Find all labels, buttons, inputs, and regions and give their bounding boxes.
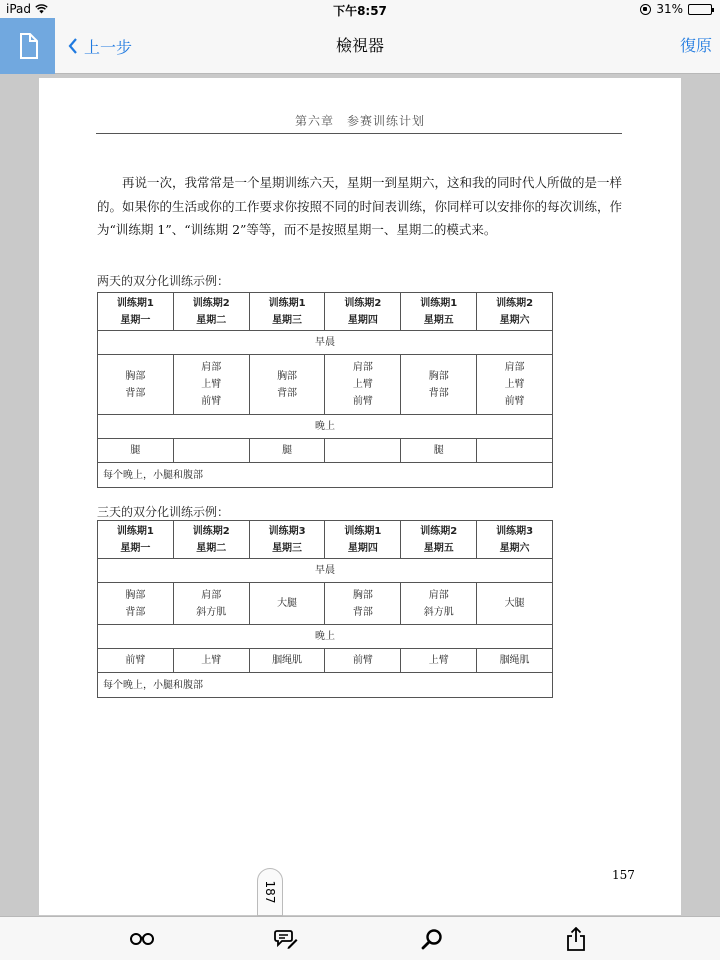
book-page [39, 78, 681, 915]
header-day: 星期五 [423, 314, 454, 326]
evening-cell: 上臂 [173, 649, 249, 673]
morning-cell-line: 前臂 [352, 396, 373, 407]
status-bar [0, 0, 720, 18]
chevron-left-icon [68, 38, 78, 54]
header-day: 星期四 [347, 314, 378, 326]
morning-cell-line: 斜方肌 [196, 606, 227, 618]
table-header-row [98, 521, 553, 559]
header-cell [325, 293, 401, 331]
morning-cell-line: 上臂 [504, 379, 525, 390]
evening-cell: 腘绳肌 [477, 649, 553, 673]
header-cell [325, 521, 401, 559]
morning-cell-line: 斜方肌 [423, 606, 454, 618]
morning-cell-line: 前臂 [504, 396, 525, 407]
table-row [98, 355, 553, 415]
header-cell [98, 293, 174, 331]
table1-caption: 两天的双分化训练示例： [97, 274, 230, 288]
header-period: 训练期1 [344, 525, 382, 537]
morning-cell-line: 背部 [277, 387, 298, 399]
page-number: 157 [612, 868, 635, 882]
morning-cell [325, 583, 401, 625]
morning-cell-line: 大腿 [277, 598, 298, 609]
morning-cell-line: 上臂 [352, 379, 373, 390]
morning-cell [173, 583, 249, 625]
morning-cell [401, 583, 477, 625]
morning-cell-line: 肩部 [352, 362, 373, 373]
header-day: 星期二 [196, 542, 227, 554]
reading-mode-button[interactable] [128, 925, 156, 953]
table-row [98, 439, 553, 463]
share-icon [566, 927, 586, 951]
morning-label: 早晨 [98, 331, 553, 355]
page-indicator-tab[interactable] [257, 868, 283, 916]
morning-cell-line: 胸部 [428, 370, 449, 382]
header-cell [249, 521, 325, 559]
morning-cell-line: 背部 [125, 387, 146, 399]
morning-cell-line: 肩部 [504, 362, 525, 373]
back-button[interactable] [68, 18, 132, 74]
document-button[interactable] [0, 18, 55, 74]
evening-cell: 腘绳肌 [249, 649, 325, 673]
battery-icon [688, 4, 712, 15]
table-note: 每个晚上，小腿和腹部 [98, 673, 553, 698]
header-rule [96, 133, 622, 134]
morning-cell-line: 上臂 [201, 379, 222, 390]
table-row [98, 649, 553, 673]
search-icon [421, 928, 443, 950]
status-right [640, 2, 712, 16]
header-period: 训练期2 [192, 525, 230, 537]
running-head: 第六章 参赛训练计划 [294, 114, 425, 128]
restore-button[interactable]: 復原 [679, 36, 712, 55]
evening-label: 晚上 [98, 415, 553, 439]
morning-cell [401, 355, 477, 415]
morning-cell [477, 583, 553, 625]
header-day: 星期六 [499, 314, 530, 326]
header-period: 训练期2 [420, 525, 458, 537]
morning-cell-line: 背部 [125, 606, 146, 618]
morning-cell-line: 肩部 [201, 362, 222, 373]
header-period: 训练期2 [192, 297, 230, 309]
three-day-split-table [97, 520, 553, 698]
glasses-icon [129, 932, 155, 946]
battery-percent: 31% [656, 2, 683, 16]
header-cell [98, 521, 174, 559]
page-indicator-label: 187 [263, 880, 277, 904]
header-period: 训练期3 [268, 525, 306, 537]
rotation-lock-icon [640, 4, 651, 15]
header-day: 星期一 [120, 542, 151, 554]
search-button[interactable] [418, 925, 446, 953]
morning-cell-line: 大腿 [504, 598, 525, 609]
device-label: iPad [6, 2, 32, 16]
share-button[interactable] [562, 925, 590, 953]
morning-cell [98, 355, 174, 415]
evening-cell: 腿 [249, 439, 325, 463]
header-period: 训练期1 [116, 525, 154, 537]
morning-cell-line: 胸部 [352, 589, 373, 601]
evening-cell: 上臂 [401, 649, 477, 673]
two-day-split-table [97, 292, 553, 488]
header-cell [173, 293, 249, 331]
evening-cell [325, 439, 401, 463]
evening-cell [173, 439, 249, 463]
evening-cell: 腿 [98, 439, 174, 463]
header-cell [401, 521, 477, 559]
header-day: 星期六 [499, 542, 530, 554]
header-cell [477, 293, 553, 331]
header-day: 星期五 [423, 542, 454, 554]
evening-cell: 腿 [401, 439, 477, 463]
morning-cell-line: 背部 [428, 387, 449, 399]
header-period: 训练期1 [116, 297, 154, 309]
header-day: 星期三 [272, 314, 303, 326]
morning-label: 早晨 [98, 559, 553, 583]
header-cell [401, 293, 477, 331]
header-cell [173, 521, 249, 559]
document-icon [17, 33, 39, 59]
morning-cell-line: 肩部 [428, 589, 449, 601]
back-label: 上一步 [84, 37, 133, 57]
morning-cell [98, 583, 174, 625]
morning-cell-line: 胸部 [125, 589, 146, 601]
table-note: 每个晚上，小腿和腹部 [98, 463, 553, 488]
morning-cell [325, 355, 401, 415]
evening-cell [477, 439, 553, 463]
body-paragraph: 再说一次，我常常是一个星期训练六天，星期一到星期六，这和我的同时代人所做的是一样的。如果你的生活或你的工作要求你按照不同的时间表训练，你同样可以安排你的每次训练，作为“训练期 1”、“训练期 2”等等，而不是按照星期一、星期二的模式来。 [97, 175, 623, 237]
viewer-title: 檢視器 [335, 36, 384, 55]
status-time: 下午8:57 [333, 4, 387, 18]
header-day: 星期一 [120, 314, 151, 326]
bottom-toolbar [0, 916, 720, 960]
header-period: 训练期3 [496, 525, 534, 537]
morning-cell-line: 前臂 [201, 396, 222, 407]
table-row [98, 583, 553, 625]
header-day: 星期四 [347, 542, 378, 554]
header-period: 训练期2 [496, 297, 534, 309]
evening-label: 晚上 [98, 625, 553, 649]
morning-cell [249, 583, 325, 625]
nav-bar [0, 18, 720, 74]
header-period: 训练期2 [344, 297, 382, 309]
table-header-row [98, 293, 553, 331]
header-cell [477, 521, 553, 559]
morning-cell [173, 355, 249, 415]
header-period: 训练期1 [420, 297, 458, 309]
morning-cell-line: 胸部 [277, 370, 298, 382]
header-period: 训练期1 [268, 297, 306, 309]
table2-caption: 三天的双分化训练示例： [97, 505, 230, 519]
header-day: 星期三 [272, 542, 303, 554]
annotate-icon [274, 928, 298, 950]
morning-cell-line: 肩部 [201, 589, 222, 601]
header-day: 星期二 [196, 314, 227, 326]
evening-cell: 前臂 [325, 649, 401, 673]
morning-cell-line: 背部 [352, 606, 373, 618]
morning-cell [477, 355, 553, 415]
morning-cell-line: 胸部 [125, 370, 146, 382]
evening-cell: 前臂 [98, 649, 174, 673]
annotate-button[interactable] [272, 925, 300, 953]
morning-cell [249, 355, 325, 415]
header-cell [249, 293, 325, 331]
